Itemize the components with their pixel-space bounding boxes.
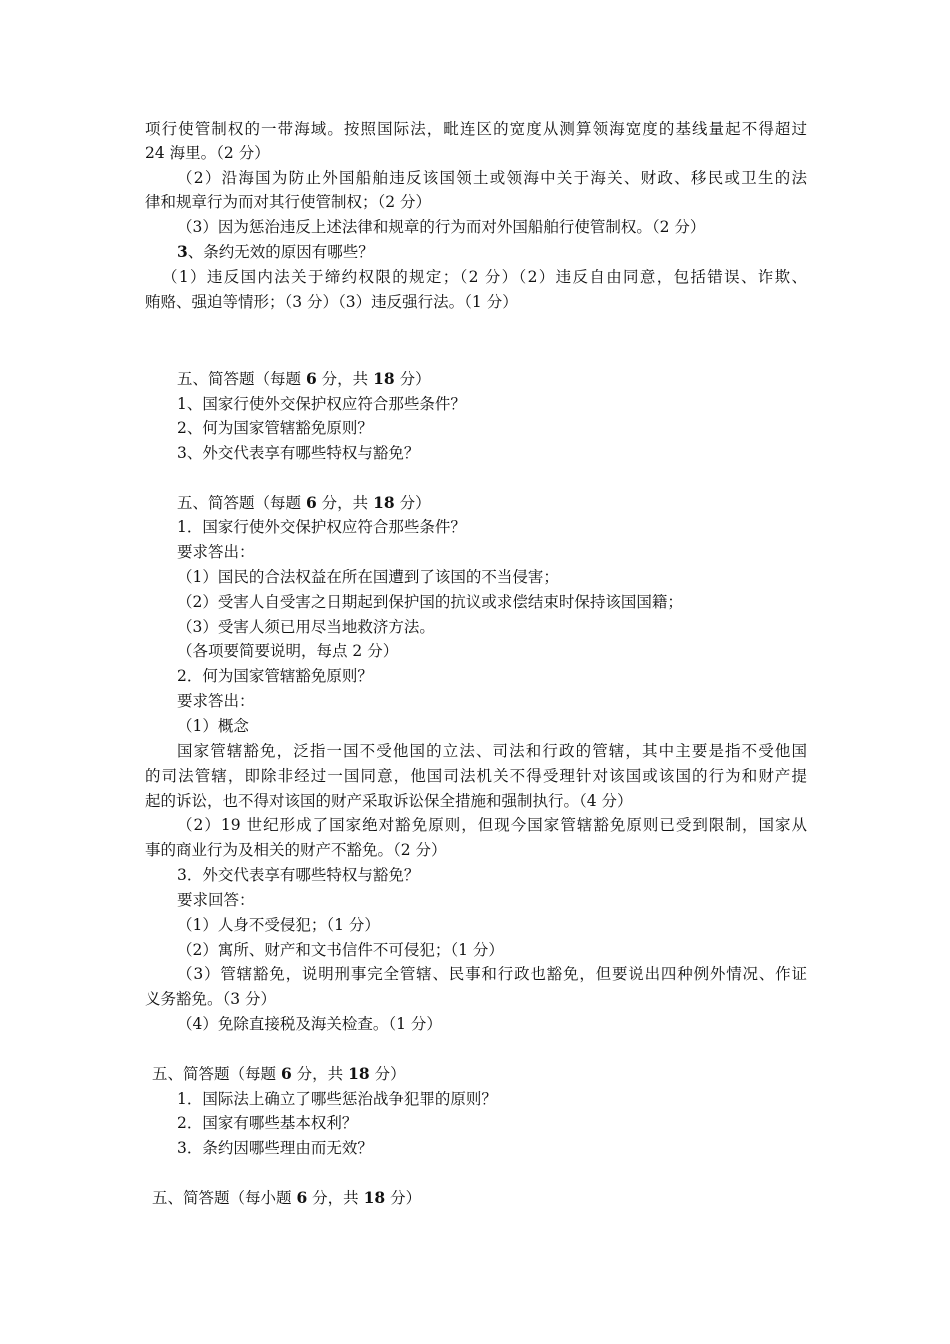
text-line: 贿赂、强迫等情形；（3 分）（3）违反强行法。（1 分）: [145, 293, 518, 311]
text-line: （4）免除直接税及海关检查。（1 分）: [177, 1015, 442, 1033]
text-line: （1）违反国内法关于缔约权限的规定；（2 分）（2）违反自由同意，包括错误、诈欺、: [162, 268, 807, 286]
question-item: 2．国家有哪些基本权利？: [177, 1114, 358, 1132]
section-heading: 五、简答题（每题 6 分，共 18 分）: [152, 1064, 406, 1083]
text-line: 律和规章行为而对其行使管制权；（2 分）: [145, 193, 432, 211]
text-line: 要求答出：: [177, 692, 255, 710]
text-line: （2）寓所、财产和文书信件不可侵犯；（1 分）: [177, 941, 504, 959]
text-line: 义务豁免。（3 分）: [145, 990, 277, 1008]
question-item: 1．国际法上确立了哪些惩治战争犯罪的原则？: [177, 1090, 497, 1108]
text-line: 事的商业行为及相关的财产不豁免。（2 分）: [145, 841, 447, 859]
text-line: （3）因为惩治违反上述法律和规章的行为而对外国船舶行使管制权。（2 分）: [177, 218, 706, 236]
section-heading: 五、简答题（每题 6 分，共 18 分）: [177, 369, 431, 388]
text-line: （1）人身不受侵犯；（1 分）: [177, 916, 380, 934]
text-line: 项行使管制权的一带海域。按照国际法，毗连区的宽度从测算领海宽度的基线量起不得超过: [145, 120, 807, 138]
question-item: 2．何为国家管辖豁免原则？: [177, 667, 373, 685]
text-line: 的司法管辖，即除非经过一国同意，他国司法机关不得受理针对该国或该国的行为和财产提: [145, 767, 807, 785]
question-item: 3．外交代表享有哪些特权与豁免？: [177, 866, 420, 884]
question-item: 3．条约因哪些理由而无效？: [177, 1139, 373, 1157]
question-item: 1、国家行使外交保护权应符合那些条件？: [177, 395, 466, 413]
question-number: 3: [177, 242, 188, 261]
text-line: 起的诉讼，也不得对该国的财产采取诉讼保全措施和强制执行。（4 分）: [145, 792, 633, 810]
text-line: （2）沿海国为防止外国船舶违反该国领土或领海中关于海关、财政、移民或卫生的法: [177, 169, 807, 187]
section-heading: 五、简答题（每小题 6 分，共 18 分）: [152, 1188, 422, 1207]
text-line: 要求回答：: [177, 891, 255, 909]
question-text: 、条约无效的原因有哪些？: [187, 243, 374, 261]
text-line: （各项要简要说明，每点 2 分）: [177, 642, 399, 660]
text-line: （3）受害人须已用尽当地救济方法。: [177, 618, 435, 636]
text-line: （1）国民的合法权益在所在国遭到了该国的不当侵害；: [177, 568, 559, 586]
text-line: 24 海里。（2 分）: [145, 144, 270, 162]
question-heading: [177, 242, 374, 262]
question-item: 2、何为国家管辖豁免原则？: [177, 419, 373, 437]
text-line: 要求答出：: [177, 543, 255, 561]
section-heading: 五、简答题（每题 6 分，共 18 分）: [177, 493, 431, 512]
text-line: （2）受害人自受害之日期起到保护国的抗议或求偿结束时保持该国国籍；: [177, 593, 683, 611]
question-item: 3、外交代表享有哪些特权与豁免？: [177, 444, 420, 462]
text-line: （1）概念: [177, 717, 249, 735]
text-line: 国家管辖豁免，泛指一国不受他国的立法、司法和行政的管辖，其中主要是指不受他国: [177, 742, 807, 760]
text-line: （3）管辖豁免，说明刑事完全管辖、民事和行政也豁免，但要说出四种例外情况、作证: [177, 965, 807, 983]
text-line: （2）19 世纪形成了国家绝对豁免原则，但现今国家管辖豁免原则已受到限制，国家从: [177, 816, 807, 834]
question-item: 1．国家行使外交保护权应符合那些条件？: [177, 518, 466, 536]
